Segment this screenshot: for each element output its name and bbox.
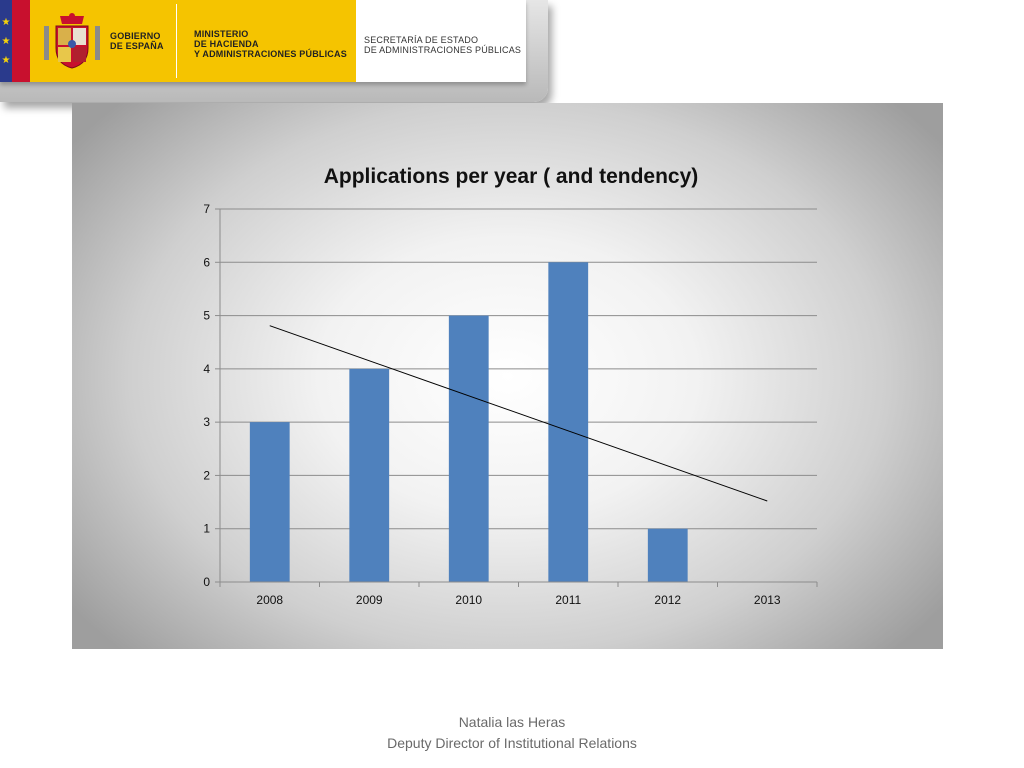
header-banner (0, 0, 526, 82)
x-tick-label: 2009 (355, 593, 383, 607)
coat-of-arms-icon (42, 12, 102, 70)
y-tick-label: 7 (203, 202, 210, 216)
star-icon: ★ (1, 36, 11, 47)
bar-chart (72, 103, 943, 649)
y-tick-label: 3 (203, 415, 210, 430)
eu-flag-stripe (0, 0, 12, 82)
chart-title: Applications per year ( and tendency) (323, 165, 699, 188)
footer (0, 712, 1024, 754)
secretaria-label: SECRETARÍA DE ESTADO DE ADMINISTRACIONES PÚBLICAS (364, 35, 522, 55)
bar-2008 (250, 422, 290, 582)
x-tick-label: 2011 (555, 593, 582, 607)
x-tick-label: 2010 (455, 593, 483, 607)
x-tick-label: 2008 (256, 593, 284, 607)
y-tick-label: 6 (203, 255, 210, 270)
x-tick-label: 2012 (654, 593, 682, 607)
bar-2010 (449, 316, 489, 582)
y-tick-label: 4 (203, 361, 210, 376)
y-tick-label: 2 (203, 468, 210, 483)
presenter-role: Deputy Director of Institutional Relations (387, 735, 637, 751)
y-tick-label: 0 (203, 575, 210, 589)
gobierno-label: GOBIERNO DE ESPAÑA (110, 31, 164, 51)
bar-2009 (349, 369, 389, 582)
x-tick-label: 2013 (753, 593, 781, 607)
y-tick-label: 1 (203, 521, 210, 536)
star-icon: ★ (1, 55, 11, 66)
spain-flag-stripe (12, 0, 30, 82)
ministerio-label: MINISTERIO DE HACIENDA Y ADMINISTRACIONES PÚBLICAS (194, 29, 347, 59)
chart-panel (72, 103, 943, 649)
presenter-name: Natalia las Heras (458, 714, 566, 730)
bar-2011 (548, 262, 588, 582)
y-tick-label: 5 (203, 308, 210, 323)
bar-2012 (648, 529, 688, 582)
divider (176, 4, 177, 78)
star-icon: ★ (1, 17, 11, 28)
trendline (270, 326, 768, 501)
